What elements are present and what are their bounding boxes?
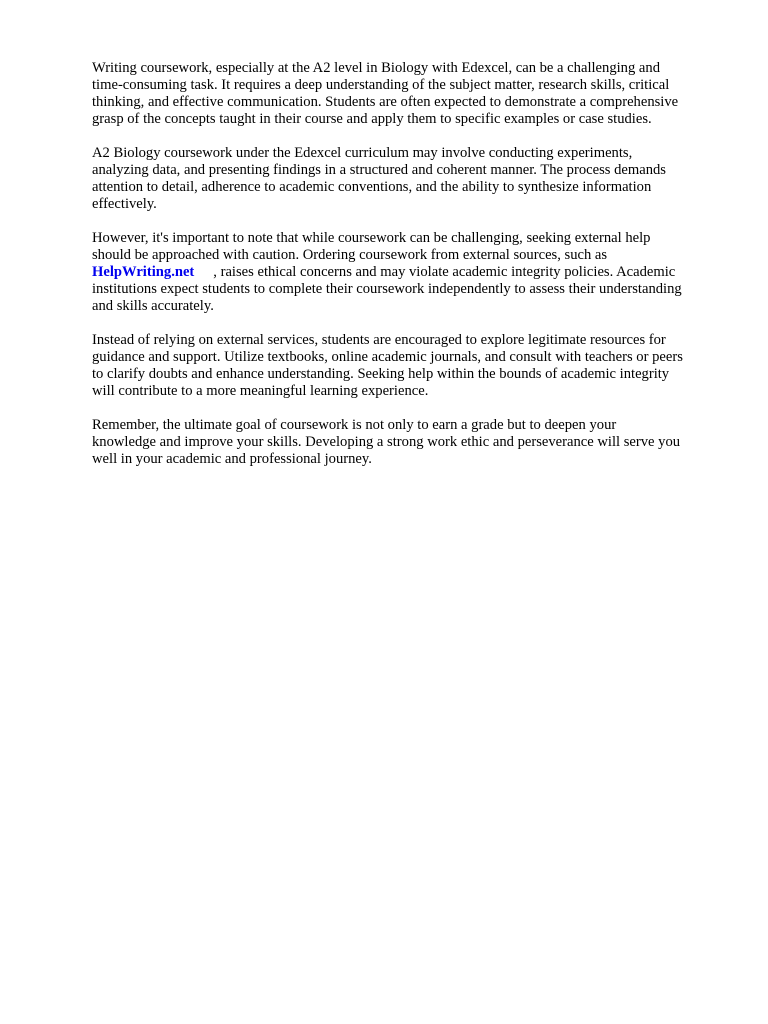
text-line: and skills accurately. [92,298,214,314]
text-line: will contribute to a more meaningful learning experience. [92,383,429,399]
text-line: time-consuming task. It requires a deep understanding of the subject matter, research skills, critical [92,77,670,93]
paragraph-intro [92,60,722,128]
text-line: institutions expect students to complete their coursework independently to assess their understanding [92,281,682,297]
text-line: grasp of the concepts taught in their course and apply them to specific examples or case studies. [92,111,652,127]
text-line: well in your academic and professional journey. [92,451,372,467]
text-after-link: , raises ethical concerns and may violate academic integrity policies. Academic [213,264,676,280]
paragraph-external-help [92,230,722,315]
text-line: effectively. [92,196,157,212]
text-line: However, it's important to note that while coursework can be challenging, seeking external help [92,230,651,246]
text-line: guidance and support. Utilize textbooks, online academic journals, and consult with teachers or peers [92,349,683,365]
text-line: thinking, and effective communication. Students are often expected to demonstrate a comprehensive [92,94,679,110]
text-line-with-link [92,264,722,281]
text-line: to clarify doubts and enhance understanding. Seeking help within the bounds of academic integrity [92,366,670,382]
helpwriting-link[interactable]: HelpWriting.net [92,264,195,280]
text-line: A2 Biology coursework under the Edexcel curriculum may involve conducting experiments, [92,145,633,161]
text-line: analyzing data, and presenting findings in a structured and coherent manner. The process demands [92,162,666,178]
text-line: Writing coursework, especially at the A2 level in Biology with Edexcel, can be a challenging and [92,60,660,76]
text-line: knowledge and improve your skills. Developing a strong work ethic and perseverance will serve you [92,434,681,450]
document-body [92,60,722,485]
text-line: Remember, the ultimate goal of coursework is not only to earn a grade but to deepen your [92,417,617,433]
text-line: Instead of relying on external services, students are encouraged to explore legitimate resources for [92,332,666,348]
text-line: attention to detail, adherence to academic conventions, and the ability to synthesize information [92,179,652,195]
paragraph-coursework-description [92,145,722,213]
paragraph-legitimate-resources [92,332,722,400]
text-line: should be approached with caution. Ordering coursework from external sources, such as [92,247,608,263]
paragraph-conclusion [92,417,722,468]
